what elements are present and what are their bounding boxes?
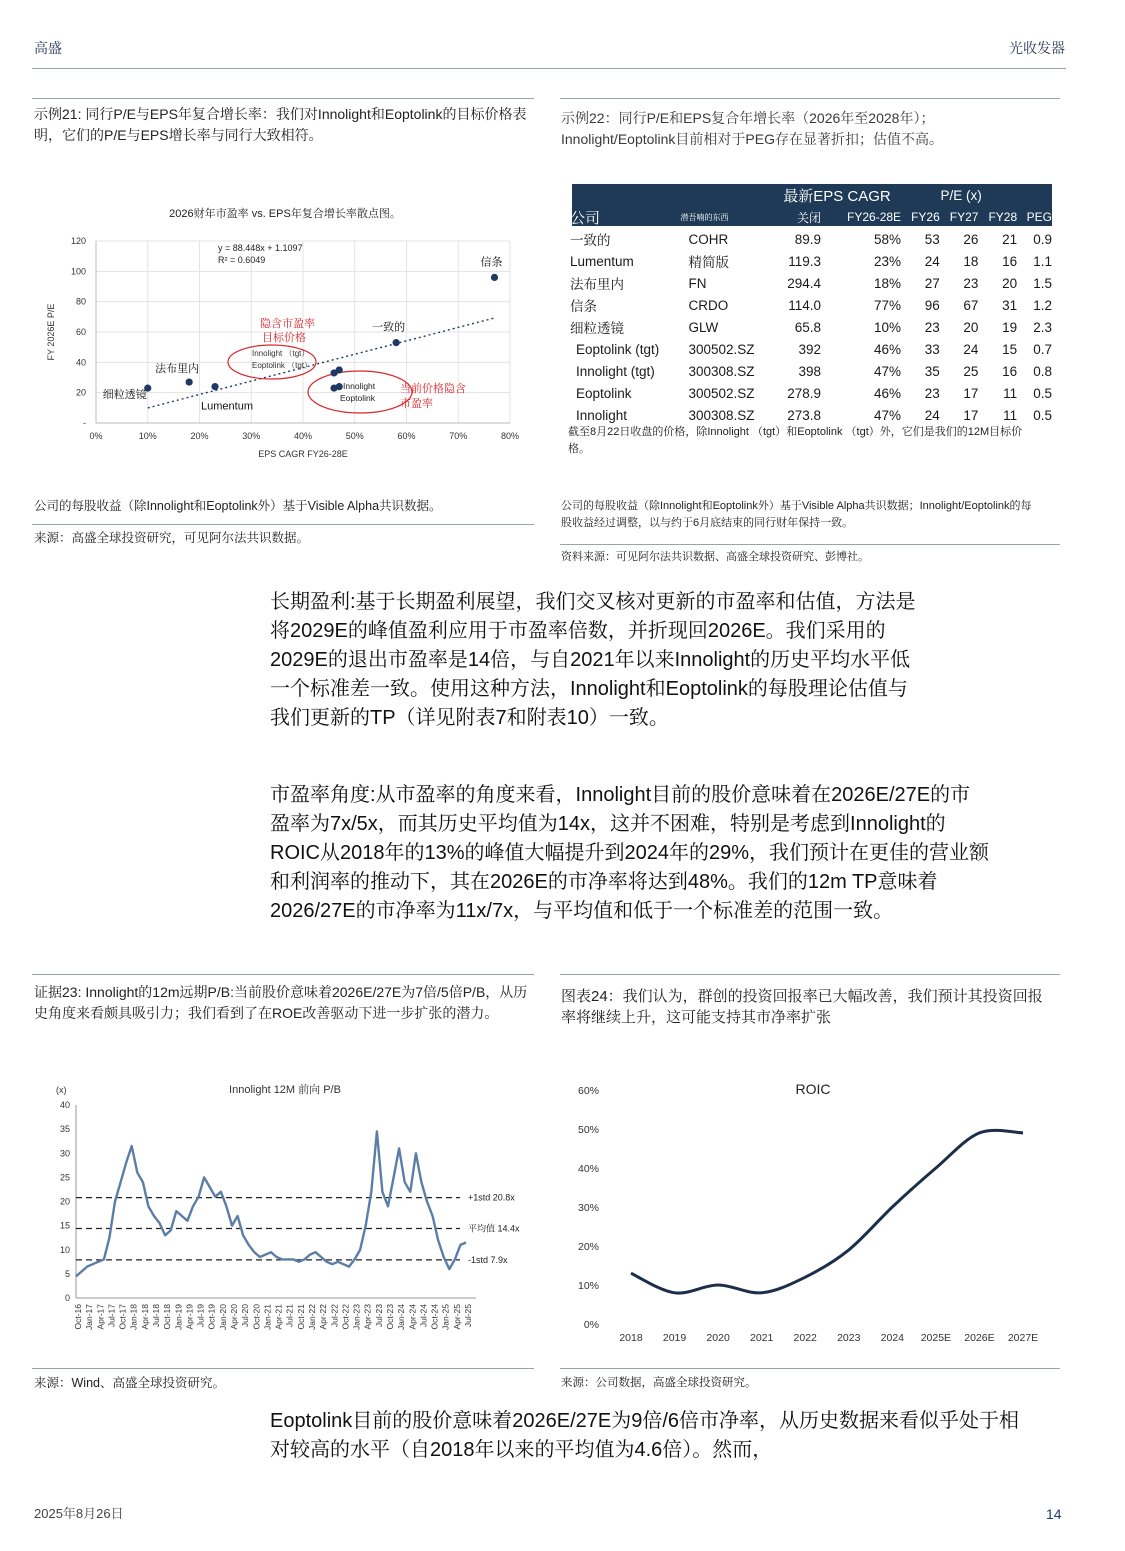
pe-cell-cagr: 46% [874,385,902,401]
pe-head-cagr: FY26-28E [847,210,902,224]
ex21-footnote: 公司的每股收益（除Innolight和Eoptolink外）基于Visible Alpha共识数据。 [34,499,442,513]
pe-table-row [568,250,1054,272]
pb-xtick: Oct-16 [73,1304,83,1330]
p1-line: 2029E的退出市盈率是14倍，与自2021年以来Innolight的历史平均水平低 [270,649,911,671]
pe-head-fy27: FY27 [949,210,979,224]
pb-xtick: Jul-21 [284,1304,295,1328]
pe-cell-fy28: 11 [1003,385,1018,401]
pe-cell-company: 法布里内 [570,277,624,292]
scatter-point [393,339,400,346]
pe-cell-fy27: 26 [963,231,979,247]
scatter-point [330,369,337,376]
pe-cell-close: 119.3 [788,253,822,269]
p1-line: 一个标准差一致。使用这种方法，Innolight和Eoptolink的每股理论估值与 [270,678,908,700]
pb-ytick: 15 [59,1220,70,1231]
header-brand: 高盛 [34,40,62,56]
pb-xtick: Oct-22 [340,1304,351,1330]
ex23-source-rule [32,1368,534,1369]
annot-cur2: Eoptolink [340,393,375,403]
pe-head-close: 关闭 [797,210,822,225]
annot-tgt1: Innolight （tgt） [252,349,310,358]
roic-xtick: 2022 [793,1332,817,1344]
pe-cell-peg: 1.5 [1033,275,1052,291]
pe-cell-cagr: 46% [874,341,902,357]
scatter-ytick: 100 [70,266,86,277]
scatter-ytick: 80 [75,296,86,307]
pb-xtick: Jan-24 [396,1304,407,1330]
pe-cell-ticker: 300502.SZ [688,341,755,357]
pb-title: Innolight 12M 前向 P/B [229,1084,341,1096]
scatter-xtick: 20% [190,431,209,441]
annot-target-1: 隐含市盈率 [260,318,315,330]
p3-line: Eoptolink目前的股价意味着2026E/27E为9倍/6倍市净率，从历史数据来看似乎处于相 [270,1410,1020,1432]
pb-xtick: Jul-20 [240,1304,251,1328]
pb-ytick: 35 [59,1124,70,1135]
pe-cell-ticker: 300308.SZ [688,363,755,379]
scatter-point [330,385,337,392]
scatter-point-label: 细粒透镜 [102,389,147,402]
p2-line: 和利润率的推动下，其在2026E的市净率将达到48%。我们的12m TP意味着 [270,871,938,893]
scatter-xtick: 60% [397,431,416,441]
pb-xtick: Oct-19 [206,1304,217,1330]
pe-cell-close: 392 [798,341,822,357]
pb-xtick: Jan-20 [217,1304,228,1330]
pb-xtick: Jul-18 [151,1304,161,1328]
scatter-xlabel: EPS CAGR FY26-28E [258,449,348,459]
roic-xtick: 2027E [1007,1332,1039,1344]
pe-cell-fy27: 23 [963,275,979,291]
pb-xtick: Apr-22 [318,1304,329,1330]
pe-cell-cagr: 10% [874,319,902,335]
trend-equation: y = 88.448x + 1.1097 [218,243,303,253]
annot-target-2: 目标价格 [262,332,306,344]
pe-head-ticker: 潜吾喃的东西 [680,212,729,222]
pe-cell-fy26: 33 [924,341,940,357]
ex22-source-rule [560,544,1060,545]
pe-cell-close: 294.4 [787,275,822,291]
pb-xtick: Apr-21 [273,1304,284,1330]
ex24-caption: 图表24：我们认为，群创的投资回报率已大幅改善，我们预计其投资回报率将继续上升，这可能支持其市净率扩张 [561,988,1043,1026]
pb-ytick: 25 [59,1172,70,1183]
scatter-xtick: 70% [449,431,468,441]
pe-cell-close: 65.8 [794,319,822,335]
roic-xtick: 2018 [619,1332,643,1344]
trend-r2: R² = 0.6049 [218,255,266,265]
pe-cell-fy28: 21 [1002,231,1018,247]
paragraph-pe-perspective [270,781,1070,926]
pe-cell-peg: 1.2 [1033,297,1052,313]
roic-ytick: 40% [577,1163,599,1175]
header-topic: 光收发器 [1009,40,1065,56]
scatter-xtick: 50% [345,431,364,441]
p1-line: 长期盈利:基于长期盈利展望，我们交叉核对更新的市盈率和估值，方法是 [270,591,916,613]
pb-xtick: Jul-17 [106,1304,117,1328]
pe-cell-ticker: 300308.SZ [688,407,755,423]
pb-xtick: Oct-21 [295,1304,306,1330]
roic-xtick: 2026E [964,1332,995,1344]
header-divider [32,68,1066,69]
pe-cell-peg: 0.5 [1033,407,1052,423]
footer-date: 2025年8月26日 [34,1506,124,1521]
roic-xtick: 2025E [920,1332,952,1344]
pe-cell-close: 398 [798,363,822,379]
p2-line: 盈率为7x/5x，而其历史平均值为14x，这并不困难，特别是考虑到Innolight的 [270,813,946,835]
pe-cell-fy26: 27 [924,275,940,291]
roic-title: ROIC [795,1081,831,1097]
pe-cell-fy28: 31 [1002,297,1018,313]
pe-cell-fy28: 20 [1002,275,1018,291]
pb-xtick: Apr-24 [407,1304,418,1330]
p2-line: 市盈率角度:从市盈率的角度来看，Innolight目前的股价意味着在2026E/27E的市 [270,784,971,806]
pe-cell-peg: 0.7 [1033,341,1052,357]
ex23-source: 来源：Wind、高盛全球投资研究。 [34,1376,225,1390]
pb-reference-label: +1std 20.8x [468,1192,515,1203]
pe-cell-fy26: 53 [924,231,940,247]
pe-table-row [568,338,1054,360]
scatter-xtick: 30% [242,431,261,441]
pe-cell-close: 273.8 [787,407,822,423]
pe-cell-ticker: COHR [688,231,729,247]
ex22-footnote: 公司的每股收益（除Innolight和Eoptolink外）基于Visible Alpha共识数据；Innolight/Eoptolink的每股收益经过调整，以与约于6月底结束的同行财年保持一致。 [561,500,1032,529]
pe-table-row [568,316,1054,338]
roic-ytick: 10% [577,1280,599,1292]
pe-table-row [568,228,1054,250]
annot-tgt2: Eoptolink （tgt） [252,361,313,370]
ex23-top-rule [32,974,534,975]
pe-head-fy28: FY28 [988,210,1018,224]
pb-xtick: Jan-18 [128,1304,139,1330]
pb-chart [40,1075,540,1370]
scatter-point [491,274,498,281]
scatter-title: 2026财年市盈率 vs. EPS年复合增长率散点图。 [169,208,401,220]
pb-xtick: Jan-22 [307,1304,317,1330]
pe-cell-fy27: 24 [963,341,979,357]
ex22-caption: 示例22：同行P/E和EPS复合年增长率（2026年至2028年）；Innolight/Eoptolink目前相对于PEG存在显著折扣；估值不高。 [561,110,943,147]
pb-ytick: 30 [59,1148,70,1159]
pe-cell-fy28: 16 [1002,363,1018,379]
scatter-point-label: 一致的 [372,321,406,334]
pe-cell-company: 一致的 [570,233,611,248]
pb-xtick: Oct-20 [251,1304,262,1330]
scatter-ytick: 20 [75,387,86,398]
annot-current-2: 市盈率 [400,398,433,410]
scatter-ytick: 40 [75,357,86,368]
pe-cell-fy28: 16 [1002,253,1018,269]
roic-ytick: 60% [577,1085,599,1097]
pb-reference-label: 平均值 14.4x [468,1223,520,1234]
pe-cell-company: Innolight [576,407,628,423]
pe-cell-fy28: 19 [1002,319,1018,335]
pb-ytick: 20 [59,1196,70,1207]
scatter-point [211,383,218,390]
pb-xtick: Jan-19 [173,1304,184,1330]
pe-cell-ticker: GLW [688,319,719,335]
ex22-source: 资料来源：可见阿尔法共识数据、高盛全球投资研究、彭博社。 [561,551,869,563]
roic-xtick: 2023 [837,1332,861,1344]
p3-line: 对较高的水平（自2018年以来的平均值为4.6倍）。然而， [270,1439,773,1461]
pb-xtick: Jan-17 [84,1304,95,1330]
roic-ytick: 30% [577,1202,599,1214]
pe-table-row [568,360,1054,382]
scatter-point-label: 法布里内 [155,363,200,376]
roic-series-line [631,1130,1023,1293]
pe-table-row [568,382,1054,404]
ex24-top-rule [560,974,1060,975]
pe-cell-ticker: 300502.SZ [688,385,755,401]
pe-cell-company: Eoptolink [576,385,632,401]
scatter-xtick: 40% [293,431,313,441]
pb-xtick: Jul-25 [463,1304,473,1328]
pe-cell-fy27: 17 [963,407,979,423]
pe-cell-peg: 0.5 [1033,385,1052,401]
pb-xtick: Apr-20 [229,1304,239,1330]
pe-cell-peg: 2.3 [1033,319,1052,335]
scatter-chart [40,195,530,470]
scatter-point [186,378,193,385]
pe-cell-cagr: 23% [874,253,902,269]
ex23-caption: 证据23: Innolight的12m远期P/B:当前股价意味着2026E/27E为7倍/5倍P/B，从历史角度来看颇具吸引力；我们看到了在ROE改善驱动下进一步扩张的潜力。 [34,984,528,1021]
pe-head-peg: PEG [1026,210,1052,224]
pe-cell-fy26: 24 [924,253,940,269]
pe-cell-fy26: 96 [924,297,940,313]
pb-xtick: Apr-18 [139,1304,150,1330]
pe-head-pe: P/E (x) [940,187,982,203]
pb-reference-label: -1std 7.9x [468,1254,508,1265]
pb-xtick: Jul-19 [195,1304,206,1328]
page-number: 14 [1046,1506,1062,1522]
scatter-ylabel: FY 2026E P/E [46,303,56,361]
ex24-source: 来源：公司数据，高盛全球投资研究。 [561,1377,757,1389]
scatter-ytick: 60 [75,327,86,337]
ex22-note: 截至8月22日收盘的价格，除Innolight （tgt）和Eoptolink （tgt）外，它们是我们的12M目标价格。 [568,426,1023,455]
scatter-xtick: 10% [138,431,157,441]
pe-cell-cagr: 58% [874,231,902,247]
pe-table-row [568,294,1054,316]
pb-xtick: Jul-24 [418,1304,429,1328]
pe-cell-peg: 1.1 [1033,253,1052,269]
pb-xtick: Jan-25 [440,1304,451,1330]
pb-ytick: 5 [64,1268,70,1279]
pe-head-eps: 最新EPS CAGR [783,187,891,205]
p2-line: 2026/27E的市净率为11x/7x，与平均值和低于一个标准差的范围一致。 [270,900,894,922]
pe-head-fy26: FY26 [911,210,940,224]
ex22-top-rule [560,98,1060,99]
pe-cell-peg: 0.9 [1033,231,1052,247]
roic-ytick: 0% [583,1319,599,1331]
pe-cell-fy26: 35 [924,363,940,379]
annot-current-1: 当前价格隐含 [400,383,466,395]
pe-cell-fy27: 25 [963,363,979,379]
pe-cell-ticker: 精简版 [688,255,729,270]
pe-cell-company: 信条 [570,299,597,314]
pb-xtick: Apr-23 [362,1304,373,1330]
pe-cell-fy28: 11 [1003,407,1018,423]
pb-xtick: Jan-23 [351,1304,362,1330]
annot-cur1: Innolight [343,381,376,391]
pb-series-line [76,1132,466,1277]
pe-cell-fy27: 20 [963,319,979,335]
ex21-source: 来源：高盛全球投资研究，可见阿尔法共识数据。 [34,531,310,545]
scatter-ytick: 120 [70,236,86,246]
scatter-point-label: Lumentum [201,400,254,413]
pb-yunit: (x) [56,1085,67,1095]
pb-ytick: 40 [59,1100,70,1110]
ex21-top-rule [32,98,534,99]
ex21-caption: 示例21: 同行P/E与EPS年复合增长率：我们对Innolight和Eoptolink的目标价格表明，它们的P/E与EPS增长率与同行大致相符。 [34,106,527,143]
pb-xtick: Jul-23 [373,1304,384,1328]
pb-xtick: Apr-19 [184,1304,195,1330]
pe-table [568,184,1054,426]
pb-xtick: Apr-17 [95,1304,106,1330]
pb-xtick: Oct-23 [385,1304,395,1330]
ex24-source-rule [560,1368,1060,1369]
scatter-xtick: 80% [500,431,520,441]
pe-cell-ticker: FN [688,275,707,291]
roic-xtick: 2024 [880,1332,905,1344]
pe-cell-ticker: CRDO [688,297,729,313]
pe-cell-cagr: 18% [874,275,902,291]
pe-head-company: 公司 [570,209,601,227]
paragraph-long-term-earnings [270,588,1070,733]
pe-cell-company: 细粒透镜 [570,321,624,336]
pe-cell-fy27: 17 [963,385,979,401]
pe-cell-close: 114.0 [788,297,822,313]
pe-cell-company: Lumentum [570,253,634,269]
pb-xtick: Jul-22 [329,1304,340,1328]
roic-ytick: 20% [577,1241,599,1253]
p1-line: 将2029E的峰值盈利应用于市盈率倍数，并折现回2026E。我们采用的 [270,620,886,642]
pe-table-row [568,404,1054,426]
pe-cell-fy27: 18 [963,253,979,269]
pe-cell-cagr: 47% [874,407,902,423]
p1-line: 我们更新的TP（详见附表7和附表10）一致。 [270,707,669,729]
pe-cell-fy26: 24 [924,407,940,423]
pe-cell-fy26: 23 [924,319,940,335]
pe-table-wrap [568,184,1054,426]
scatter-ytick: - [83,418,86,428]
pe-cell-close: 278.9 [787,385,822,401]
pe-cell-company: Innolight (tgt) [576,363,655,379]
pe-cell-fy27: 67 [963,297,979,313]
p2-line: ROIC从2018年的13%的峰值大幅提升到2024年的29%，我们预计在更佳的营业额 [270,842,990,864]
pe-cell-company: Eoptolink (tgt) [576,341,660,357]
roic-xtick: 2020 [706,1332,730,1344]
roic-ytick: 50% [577,1124,599,1136]
pe-table-row [568,272,1054,294]
pe-cell-peg: 0.8 [1033,363,1052,379]
pb-xtick: Oct-18 [162,1304,173,1330]
pb-ytick: 0 [64,1293,70,1303]
pb-xtick: Oct-24 [429,1304,440,1330]
pe-cell-cagr: 77% [874,297,902,313]
pe-cell-cagr: 47% [874,363,902,379]
pb-xtick: Jan-21 [262,1304,273,1330]
pe-cell-close: 89.9 [794,231,822,247]
roic-xtick: 2019 [662,1332,687,1344]
roic-chart [565,1075,1055,1355]
pb-xtick: Apr-25 [451,1304,462,1330]
ex21-source-rule [32,524,534,525]
roic-xtick: 2021 [749,1332,774,1344]
pb-xtick: Oct-17 [117,1304,128,1330]
scatter-xtick: 0% [89,431,103,441]
paragraph-eoptolink [270,1407,1070,1465]
pe-cell-fy28: 15 [1002,341,1018,357]
scatter-point-label: 信条 [480,256,503,269]
pe-cell-fy26: 23 [924,385,940,401]
current-ellipse [308,371,412,413]
pb-ytick: 10 [59,1244,70,1255]
